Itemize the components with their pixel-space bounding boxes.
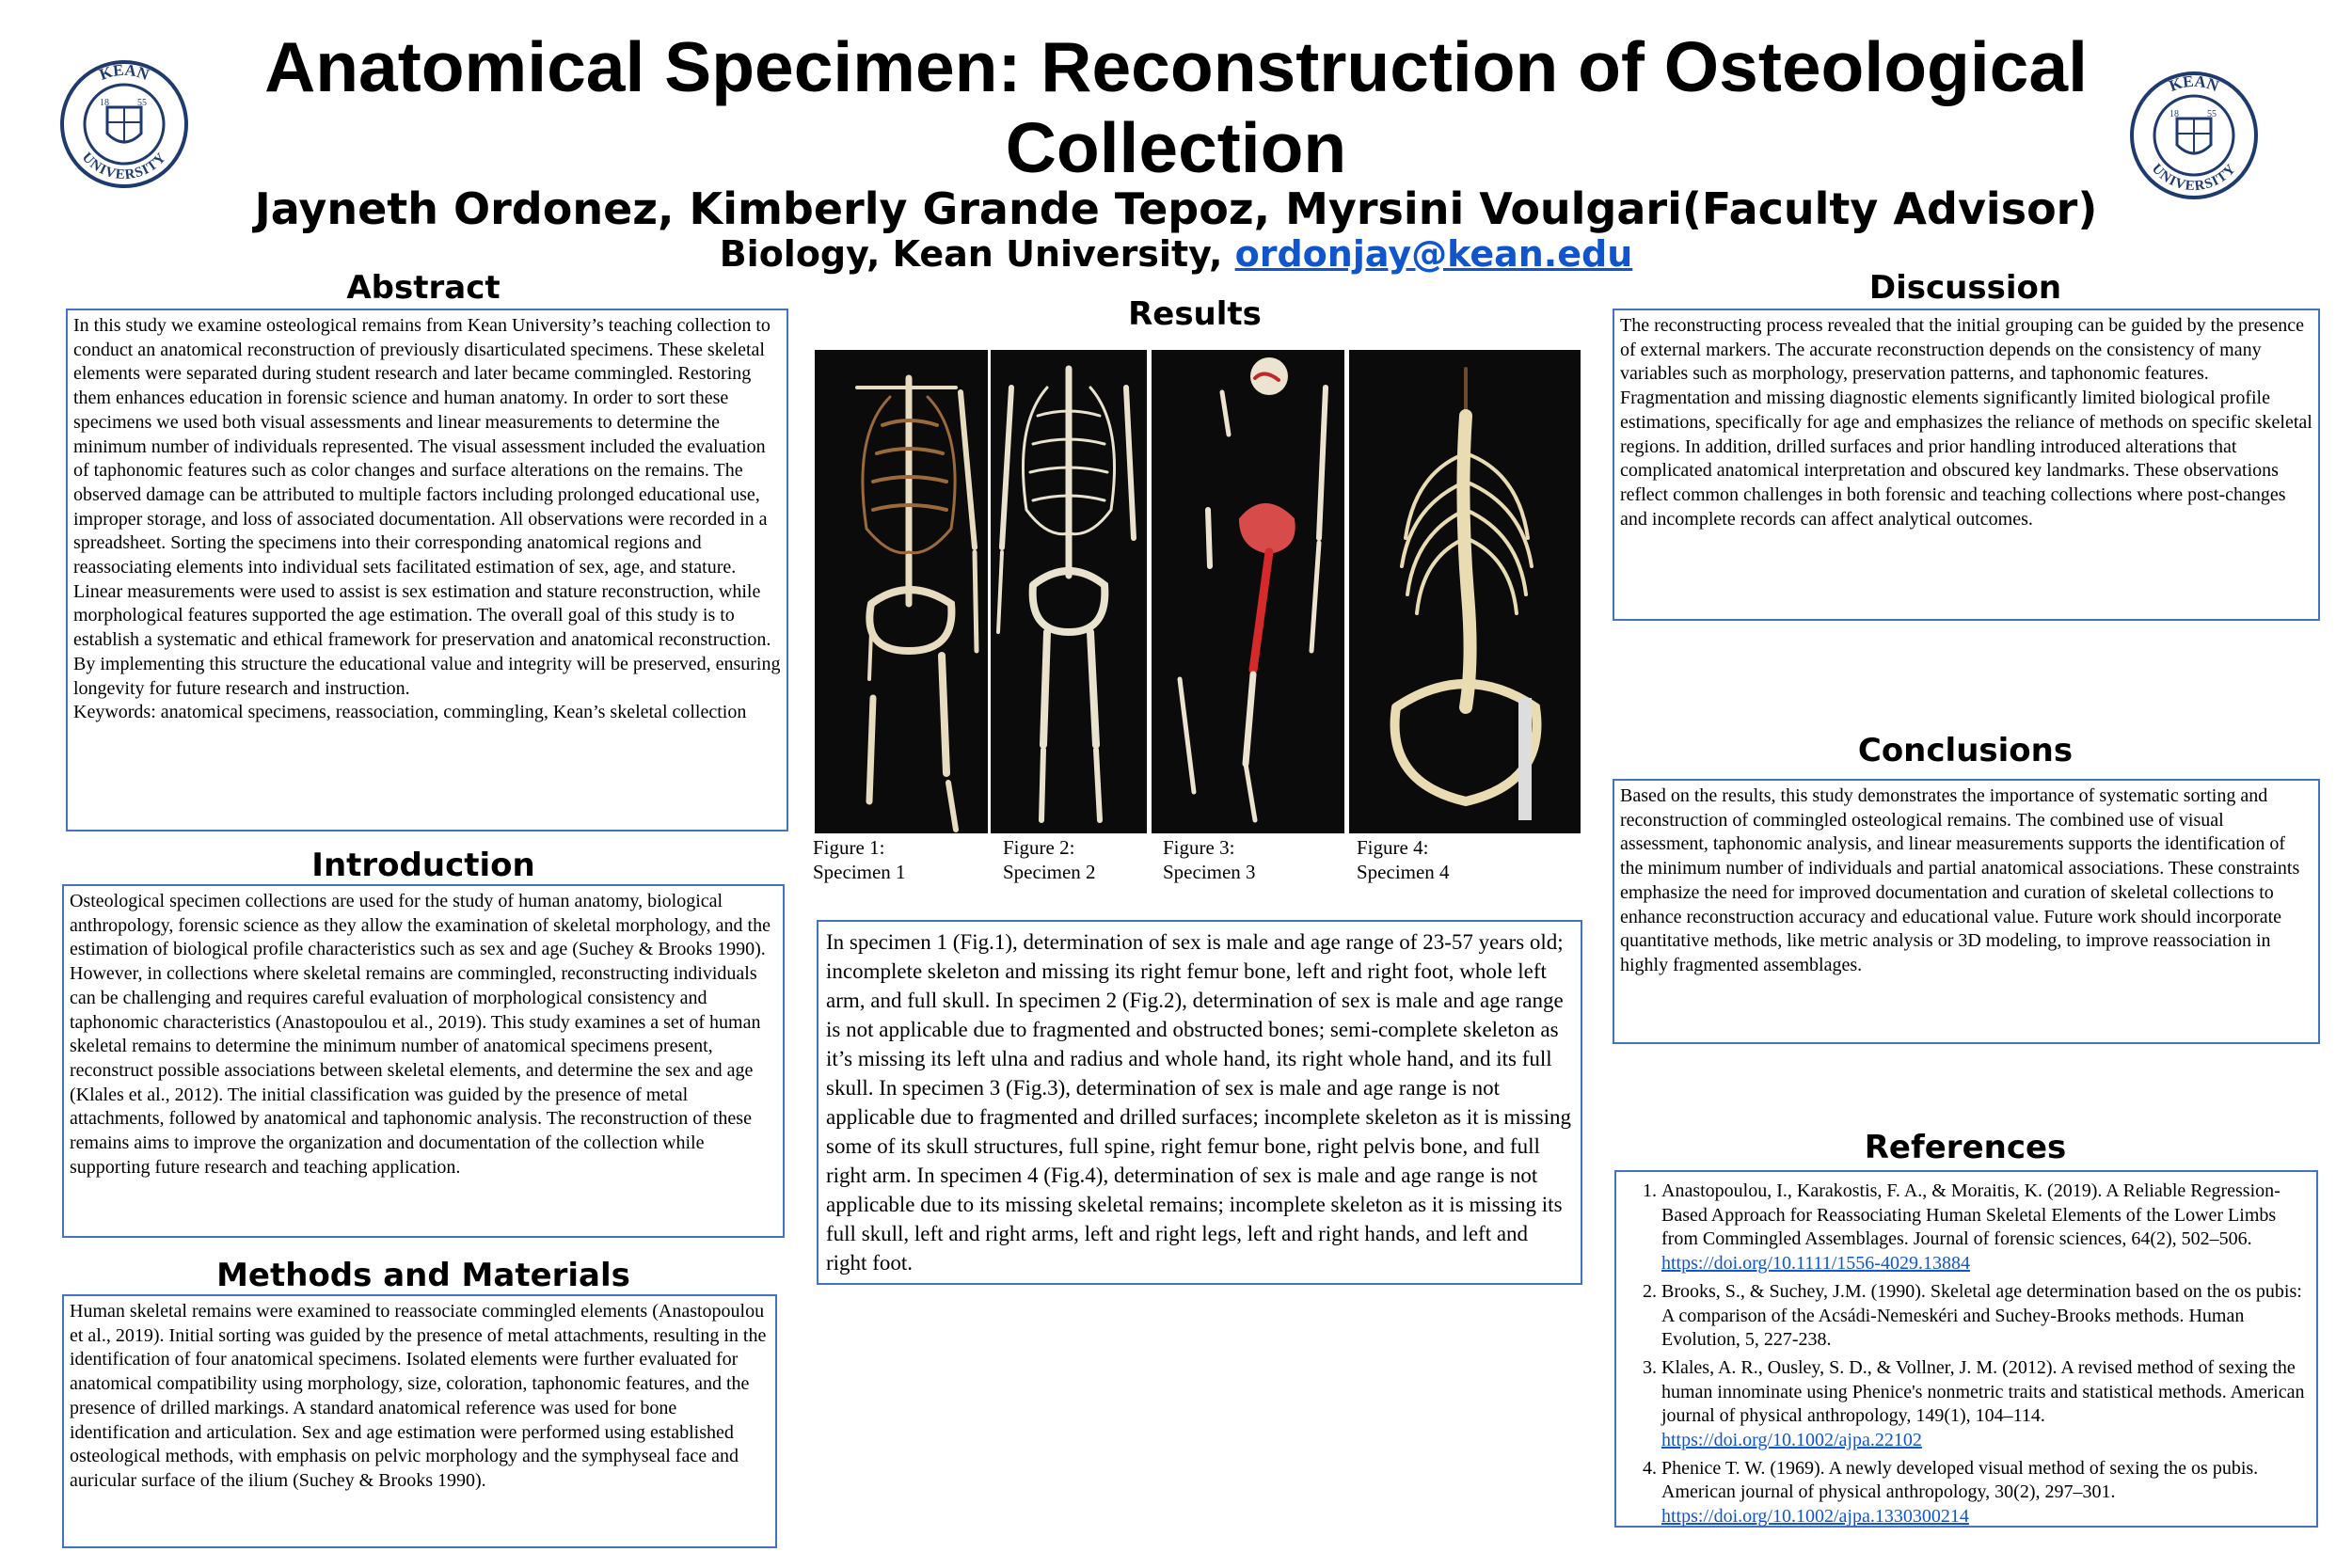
results-heading: Results [1128, 295, 1262, 333]
email-link[interactable]: ordonjay@kean.edu [1234, 233, 1633, 275]
figure-4-caption [1357, 835, 1488, 884]
seal-top-text: KEAN [97, 60, 152, 85]
affiliation: Biology, Kean University, [719, 233, 1223, 275]
figure-1-caption [813, 835, 945, 884]
conclusions-heading: Conclusions [1857, 732, 2074, 769]
introduction-heading: Introduction [311, 847, 535, 884]
abstract-body: In this study we examine osteological remains from Kean University’s teaching collection to conduct an anatomical reconstruction of previously disarticulated specimens. These skeletal elements were separated during student research and later became commingled. Restoring them enhances education in forensic science and human anatomy. In order to sort these specimens we used both visual assessments and linear measurements to determine the minimum number of individuals represented. The visual assessment included the evaluation of taphonomic features such as color changes and surface alterations on the remains. The observed damage can be attributed to multiple factors including prolonged educational use, improper storage, and loss of associated documentation. All observations were recorded in a spreadsheet. Sorting the specimens into their corresponding anatomical regions and reassociating elements into individual sets facilitated estimation of sex, age, and stature. Linear measurements were used to assist is sex estimation and stature reconstruction, while morphological features supported the age estimation. The overall goal of this study is to establish a systematic and ethical framework for preservation and anatomical reconstruction. By implementing this structure the educational value and integrity will be preserved, ensuring longevity for future research and instruction. [73, 315, 781, 699]
results-body: In specimen 1 (Fig.1), determination of sex is male and age range of 23-57 years old; incomplete skeleton and missing its right femur bone, left and right foot, whole left arm, and full skull. In specimen 2 (Fig.2), determination of sex is male and age range is not applicable due to fragmented and obstructed bones; semi-complete skeleton as it’s missing its left ulna and radius and whole hand, its right whole hand, and its full skull. In specimen 3 (Fig.3), determination of sex is male and age range is not applicable due to fragmented and drilled surfaces; incomplete skeleton as it is missing some of its skull structures, full spine, right femur bone, right pelvis bone, and full right arm. In specimen 4 (Fig.4), determination of sex is male and age range is not applicable due to its missing skeletal remains; incomplete skeleton as it is missing its full skull, left and right arms, left and right legs, left and right hands, and left and right foot. [826, 930, 1571, 1275]
figure-2-label: Figure 2: [1003, 836, 1075, 859]
reference-link[interactable]: https://doi.org/10.1002/ajpa.1330300214 [1661, 1506, 1969, 1528]
figure-3-caption [1163, 835, 1295, 884]
references-list [1633, 1180, 2307, 1529]
figure-3-photo [1152, 350, 1344, 833]
abstract-keywords: Keywords: anatomical specimens, reassociation, commingling, Kean’s skeletal collection [73, 702, 747, 723]
references-heading: References [1864, 1129, 2067, 1166]
seal-year-right: 55 [2207, 109, 2217, 119]
discussion-box [1613, 309, 2320, 621]
discussion-body: The reconstructing process revealed that the initial grouping can be guided by the presence of external markers. The accurate reconstruction depends on the consistency of many variables such as morphology, preservation patterns, and taphonomic features. Fragmentation and missing diagnostic elements significantly limited biological profile estimations, specifically for age and emphasizes the reliance of methods on specific skeletal regions. In addition, drilled surfaces and prior handling introduced alterations that complicated anatomical interpretation and obscured key landmarks. These observations reflect common challenges in both forensic and teaching collections where post-changes and incomplete records can affect analytical outcomes. [1620, 315, 2312, 530]
discussion-heading: Discussion [1868, 269, 2062, 307]
reference-item: 1. Anastopoulou, I., Karakostis, F. A., & Moraitis, K. (2019). A Reliable Regression-Based Approach for Reassociating Human Skeletal Elements of the Lower Limbs from Commingled Assemblages. Journal of forensic sciences, 64(2), 502–506. https://doi.org/10.1111/1556-4029.13884 [1661, 1180, 2307, 1276]
results-box [817, 920, 1582, 1285]
abstract-box [66, 309, 788, 832]
authors: Jayneth Ordonez, Kimberly Grande Tepoz, Myrsini Voulgari(Faculty Advisor) [254, 183, 2098, 234]
introduction-body: Osteological specimen collections are used for the study of human anatomy, biological anthropology, forensic science as they allow the examination of skeletal morphology, and the estimation of biological profile characteristics such as sex and age (Suchey & Brooks 1990). However, in collections where skeletal remains are commingled, reconstructing individuals can be challenging and requires careful evaluation of morphological consistency and taphonomic characteristics (Anastopoulou et al., 2019). This study examines a set of human skeletal remains to determine the minimum number of anatomical specimens present, reconstruct possible associations between skeletal elements, and determine the sex and age (Klales et al., 2012). The initial classification was guided by the presence of metal attachments, followed by anatomical and taphonomic analysis. The reconstruction of these remains aims to improve the organization and documentation of the collection while supporting future research and teaching application. [70, 891, 771, 1178]
conclusions-box [1613, 779, 2320, 1044]
seal-bottom-text: UNIVERSITY [2148, 161, 2240, 195]
figure-3-label: Figure 3: [1163, 836, 1235, 859]
reference-link[interactable]: https://doi.org/10.1002/ajpa.22102 [1661, 1430, 1922, 1451]
figure-1-label: Figure 1: [813, 836, 885, 859]
reference-item: 3. Klales, A. R., Ousley, S. D., & Vollner, J. M. (2012). A revised method of sexing the human innominate using Phenice's nonmetric traits and statistical methods. American journal of physical anthropology, 149(1), 104–114. https://doi.org/10.1002/ajpa.22102 [1661, 1356, 2307, 1453]
figure-1-photo [815, 350, 988, 833]
poster-title: Anatomical Specimen: Reconstruction of Osteological Collection [264, 27, 2088, 187]
methods-heading: Methods and Materials [216, 1257, 630, 1294]
seal-bottom-text: UNIVERSITY [78, 150, 170, 183]
figure-3-name: Specimen 3 [1163, 861, 1256, 883]
seal-year-left: 18 [100, 98, 109, 108]
methods-body: Human skeletal remains were examined to reassociate commingled elements (Anastopoulou et al., 2019). Initial sorting was guided by the presence of metal attachments, resulting in the identification of four anatomical specimens. Isolated elements were further evaluated for anatomical compatibility using morphology, size, coloration, taphonomic features, and the presence of drilled markings. A standard anatomical reference was used for bone identification and articulation. Sex and age estimation were performed using established osteological methods, with emphasis on pelvic morphology and the symphyseal face and auricular surface of the ilium (Suchey & Brooks 1990). [70, 1301, 767, 1491]
seal-year-left: 18 [2169, 109, 2179, 119]
reference-item: 2. Brooks, S., & Suchey, J.M. (1990). Skeletal age determination based on the os pubis: A comparison of the Acsádi-Nemeskéri and Suchey-Brooks methods. Human Evolution, 5, 227-238. [1661, 1280, 2307, 1353]
seal-year-right: 55 [137, 98, 147, 108]
introduction-box [62, 884, 785, 1238]
kean-university-seal-left [58, 58, 190, 190]
figure-4-photo [1349, 350, 1581, 833]
seal-top-text: KEAN [2167, 71, 2222, 96]
reference-link[interactable]: https://doi.org/10.1111/1556-4029.13884 [1661, 1253, 1970, 1275]
methods-box [62, 1294, 777, 1548]
figure-4-name: Specimen 4 [1357, 861, 1450, 883]
figure-2-caption [1003, 835, 1135, 884]
references-box [1614, 1170, 2318, 1528]
abstract-heading: Abstract [346, 269, 501, 307]
figure-2-name: Specimen 2 [1003, 861, 1096, 883]
conclusions-body: Based on the results, this study demonstrates the importance of systematic sorting and reconstruction of commingled osteological remains. The combined use of visual assessment, taphonomic analysis, and linear measurements supports the identification of the minimum number of individuals and partial anatomical associations. These constraints emphasize the need for improved documentation and curation of skeletal collections to enhance reconstruction accuracy and educational value. Future work should incorporate quantitative methods, like metric analysis or 3D modeling, to improve reassociation in highly fragmented assemblages. [1620, 785, 2300, 975]
figure-1-name: Specimen 1 [813, 861, 906, 883]
reference-item: 4. Phenice T. W. (1969). A newly developed visual method of sexing the os pubis. American journal of physical anthropology, 30(2), 297–301. https://doi.org/10.1002/ajpa.1330300214 [1661, 1457, 2307, 1529]
figure-2-photo [991, 350, 1147, 833]
figure-4-label: Figure 4: [1357, 836, 1429, 859]
